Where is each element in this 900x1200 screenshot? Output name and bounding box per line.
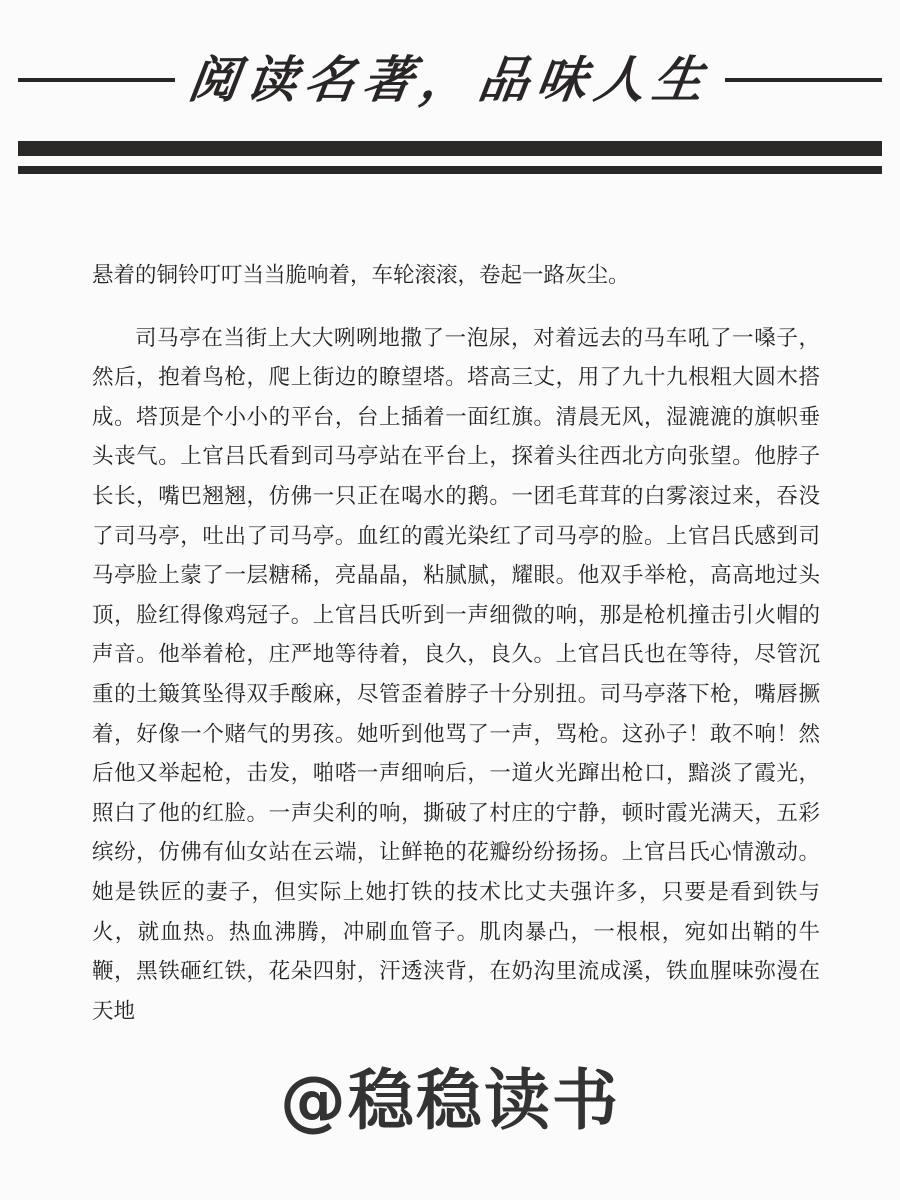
header-banner (18, 40, 882, 120)
header-right-rule (725, 78, 882, 82)
divider-thick-bar (18, 141, 882, 156)
account-watermark: @稳稳读书 (280, 1062, 620, 1139)
header-left-rule (18, 78, 175, 82)
article-body (92, 256, 820, 1031)
divider-thin-bar (18, 166, 882, 174)
header-title: 阅读名著，品味人生 (184, 51, 716, 109)
article-paragraph-1: 悬着的铜铃叮叮当当脆响着，车轮滚滚，卷起一路灰尘。 (92, 263, 630, 288)
article-paragraph-2: 司马亭在当街上大大咧咧地撒了一泡尿，对着远去的马车吼了一嗓子，然后，抱着鸟枪，爬上街边的瞭望塔。塔高三丈，用了九十九根粗大圆木搭成。塔顶是个小小的平台，台上插着一面红旗。清晨无风，湿漉漉的旗帜垂头丧气。上官吕氏看到司马亭站在平台上，探着头往西北方向张望。他脖子长长，嘴巴翘翘，仿佛一只正在喝水的鹅。一团毛茸茸的白雾滚过来，吞没了司马亭，吐出了司马亭。血红的霞光染红了司马亭的脸。上官吕氏感到司马亭脸上蒙了一层糖稀，亮晶晶，粘腻腻，耀眼。他双手举枪，高高地过头顶，脸红得像鸡冠子。上官吕氏听到一声细微的响，那是枪机撞击引火帽的声音。他举着枪，庄严地等待着，良久，良久。上官吕氏也在等待，尽管沉重的土簸箕坠得双手酸麻，尽管歪着脖子十分别扭。司马亭落下枪，嘴唇撅着，好像一个赌气的男孩。她听到他骂了一声，骂枪。这孙子！敢不响！然后他又举起枪，击发，啪嗒一声细响后，一道火光蹿出枪口，黯淡了霞光，照白了他的红脸。一声尖利的响，撕破了村庄的宁静，顿时霞光满天，五彩缤纷，仿佛有仙女站在云端，让鲜艳的花瓣纷纷扬扬。上官吕氏心情激动。她是铁匠的妻子，但实际上她打铁的技术比丈夫强许多，只要是看到铁与火，就血热。热血沸腾，冲刷血管子。肌肉暴凸，一根根，宛如出鞘的牛鞭，黑铁砸红铁，花朵四射，汗透浃背，在奶沟里流成溪，铁血腥味弥漫在天地 (92, 325, 820, 1024)
